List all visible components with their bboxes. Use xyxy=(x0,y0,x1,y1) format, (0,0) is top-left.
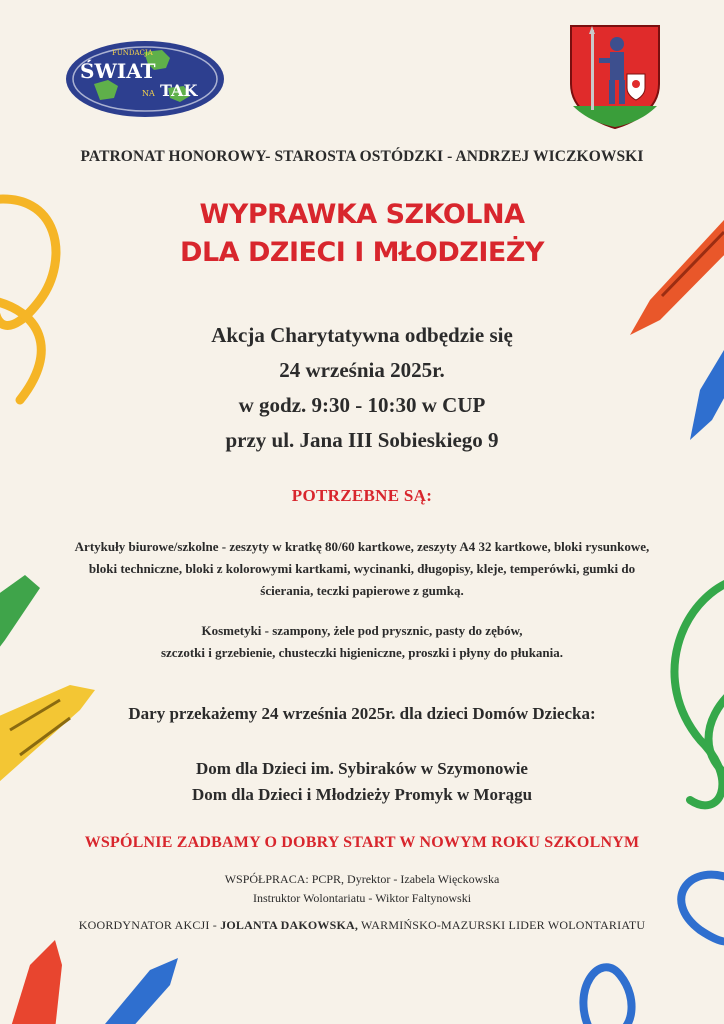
office-line-3: ścierania, teczki papierowe z gumką. xyxy=(260,583,464,598)
office-line-2: bloki techniczne, bloki z kolorowymi kartkami, wycinanki, długopisy, kleje, temperówki, gumki do xyxy=(88,561,636,576)
childrens-homes xyxy=(0,756,724,808)
logo-end-text: TAK xyxy=(160,81,198,100)
logo-main-text: ŚWIAT xyxy=(80,59,156,83)
cosmetics-list xyxy=(24,620,700,664)
title-line-1: WYPRAWKA SZKOLNA xyxy=(199,199,525,230)
logo-top-text: FUNDACJA xyxy=(112,49,153,57)
event-details xyxy=(0,318,724,458)
foundation-logo xyxy=(64,38,226,120)
event-time: w godz. 9:30 - 10:30 w CUP xyxy=(238,393,486,417)
blue-crayon-bottom-icon xyxy=(100,958,178,1024)
cooperation-line-2: Instruktor Wolontariatu - Wiktor Faltynowski xyxy=(252,891,472,905)
gifts-note: Dary przekażemy 24 września 2025r. dla dzieci Domów Dziecka: xyxy=(128,704,596,723)
honorary-patronage: PATRONAT HONOROWY- STAROSTA OSTÓDZKI - ANDRZEJ WICZKOWSKI xyxy=(80,148,644,165)
page-title xyxy=(0,196,724,272)
office-supplies-list xyxy=(24,536,700,602)
event-date: 24 września 2025r. xyxy=(279,358,445,382)
coordinator-prefix: KOORDYNATOR AKCJI - xyxy=(78,918,221,932)
office-line-1: Artykuły biurowe/szkolne - zeszyty w kratkę 80/60 kartkowe, zeszyty A4 32 kartkowe, bloki rysunkowe, xyxy=(74,539,650,554)
home-2: Dom dla Dzieci i Młodzieży Promyk w Morągu xyxy=(191,785,533,804)
needed-heading: POTRZEBNE SĄ: xyxy=(291,486,433,505)
knight-coat-of-arms-icon xyxy=(569,24,661,130)
coordinator-name: JOLANTA DAKOWSKA, xyxy=(220,918,359,932)
cosmetics-line-1: Kosmetyki - szampony, żele pod prysznic, pasty do zębów, xyxy=(201,623,523,638)
coordinator xyxy=(0,918,724,933)
event-address: przy ul. Jana III Sobieskiego 9 xyxy=(225,428,499,452)
cooperation xyxy=(0,870,724,908)
home-1: Dom dla Dzieci im. Sybiraków w Szymonowie xyxy=(196,759,528,778)
red-crayon-icon xyxy=(10,940,62,1024)
cosmetics-line-2: szczotki i grzebienie, chusteczki higieniczne, proszki i płyny do płukania. xyxy=(160,645,564,660)
event-line-1: Akcja Charytatywna odbędzie się xyxy=(211,323,513,347)
coordinator-suffix: WARMIŃSKO-MAZURSKI LIDER WOLONTARIATU xyxy=(358,918,646,932)
cooperation-line-1: WSPÓŁPRACA: PCPR, Dyrektor - Izabela Więckowska xyxy=(224,872,500,886)
title-line-2: DLA DZIECI I MŁODZIEŻY xyxy=(180,237,544,268)
logo-small-text: NA xyxy=(142,89,155,98)
slogan: WSPÓLNIE ZADBAMY O DOBRY START W NOWYM ROKU SZKOLNYM xyxy=(84,834,640,851)
